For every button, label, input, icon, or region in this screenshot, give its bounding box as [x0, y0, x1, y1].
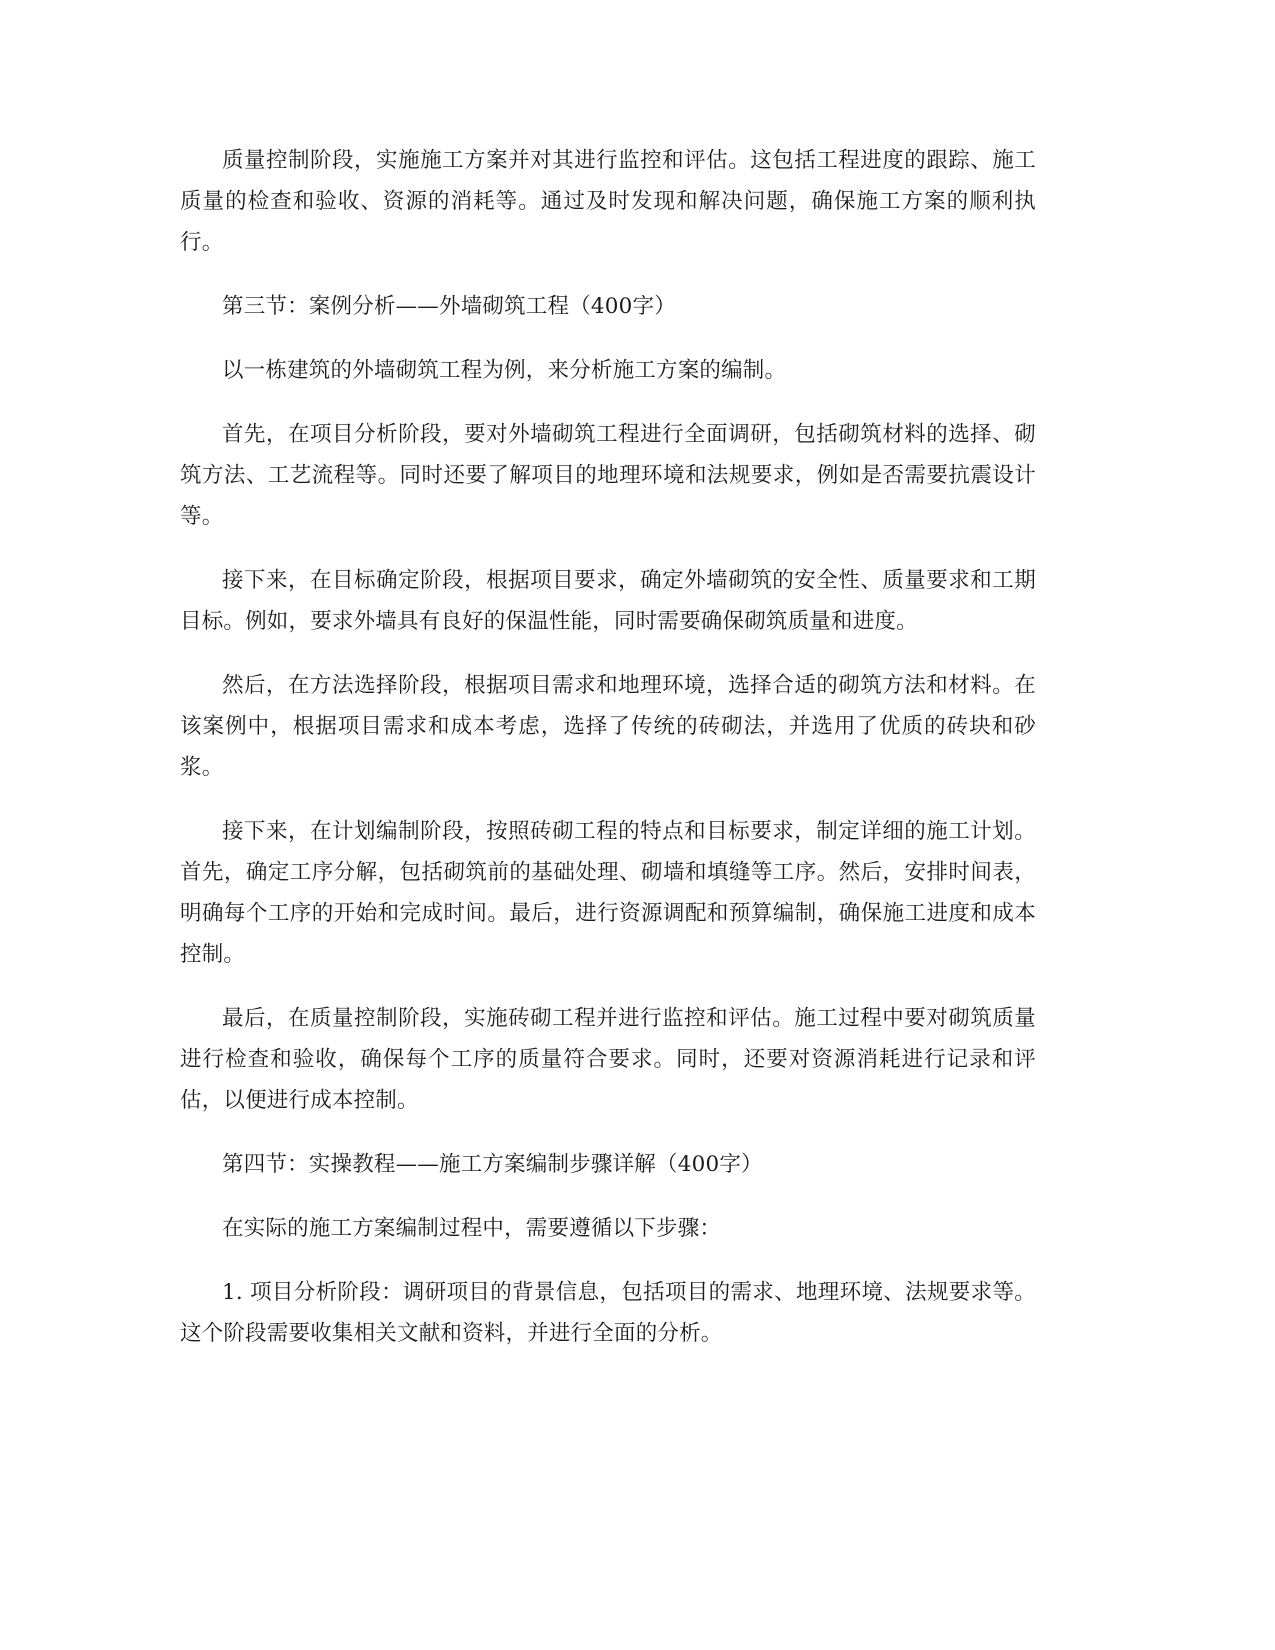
body-paragraph: 首先，在项目分析阶段，要对外墙砌筑工程进行全面调研，包括砌筑材料的选择、砌筑方法、工艺流程等。同时还要了解项目的地理环境和法规要求，例如是否需要抗震设计等。 — [180, 422, 1036, 529]
body-paragraph: 最后，在质量控制阶段，实施砖砌工程并进行监控和评估。施工过程中要对砌筑质量进行检查和验收，确保每个工序的质量符合要求。同时，还要对资源消耗进行记录和评估，以便进行成本控制。 — [180, 1006, 1036, 1113]
body-paragraph: 以一栋建筑的外墙砌筑工程为例，来分析施工方案的编制。 — [222, 358, 787, 383]
body-paragraph: 然后，在方法选择阶段，根据项目需求和地理环境，选择合适的砌筑方法和材料。在该案例中，根据项目需求和成本考虑，选择了传统的砖砌法，并选用了优质的砖块和砂浆。 — [180, 673, 1036, 780]
list-item: 1. 项目分析阶段：调研项目的背景信息，包括项目的需求、地理环境、法规要求等。这个阶段需要收集相关文献和资料，并进行全面的分析。 — [180, 1280, 1036, 1346]
section-heading: 第四节：实操教程——施工方案编制步骤详解（400字） — [222, 1152, 763, 1177]
section-heading: 第三节：案例分析——外墙砌筑工程（400字） — [222, 294, 676, 319]
body-paragraph: 接下来，在计划编制阶段，按照砖砌工程的特点和目标要求，制定详细的施工计划。首先，确定工序分解，包括砌筑前的基础处理、砌墙和填缝等工序。然后，安排时间表，明确每个工序的开始和完成时间。最后，进行资源调配和预算编制，确保施工进度和成本控制。 — [180, 819, 1036, 967]
body-paragraph: 接下来，在目标确定阶段，根据项目要求，确定外墙砌筑的安全性、质量要求和工期目标。例如，要求外墙具有良好的保温性能，同时需要确保砌筑质量和进度。 — [180, 568, 1036, 634]
body-paragraph: 质量控制阶段，实施施工方案并对其进行监控和评估。这包括工程进度的跟踪、施工质量的检查和验收、资源的消耗等。通过及时发现和解决问题，确保施工方案的顺利执行。 — [180, 148, 1036, 255]
body-paragraph: 在实际的施工方案编制过程中，需要遵循以下步骤： — [222, 1216, 722, 1241]
document-page — [180, 140, 1036, 1377]
